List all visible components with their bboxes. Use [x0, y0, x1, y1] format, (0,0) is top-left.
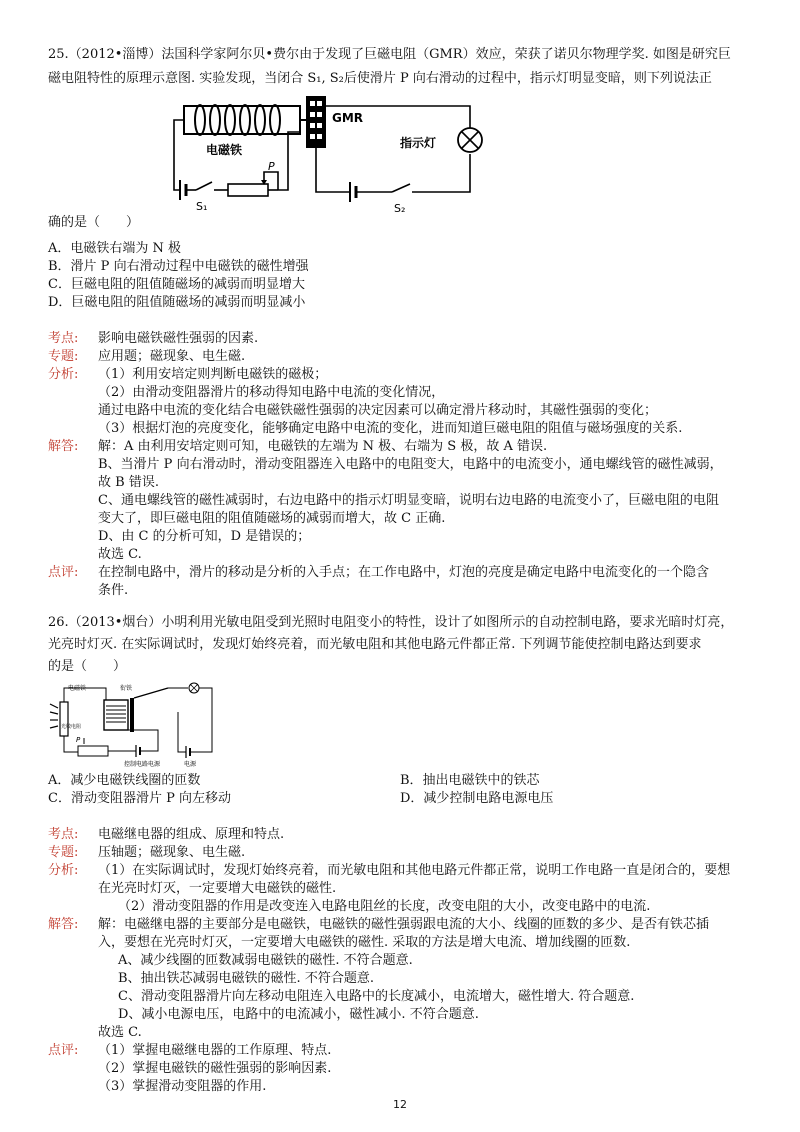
q26-jieda-label: 解答:: [48, 917, 79, 932]
q26-zhuanti-label: 专题:: [48, 845, 79, 860]
q26-jieda-line: C、滑动变阻器滑片向左移动电阻连入电路中的长度减小，电流增大，磁性增大. 符合题意.: [118, 989, 635, 1004]
q26-circuit-figure: [48, 682, 218, 768]
electromagnet-label-26: 电磁铁: [68, 685, 87, 692]
q25-jieda-line: D、由 C 的分析可知，D 是错误的；: [98, 529, 311, 544]
q26-fenxi-line: （1）在实际调试时，发现灯始终亮着，而光敏电阻和其他电路元件都正常，说明工作电路一直是闭合的，要想: [98, 863, 731, 878]
q25-zhuanti-label: 专题:: [48, 349, 79, 364]
q26-dianping-label: 点评:: [48, 1043, 79, 1058]
q26-dianping-line: （1）掌握电磁继电器的工作原理、特点.: [98, 1043, 332, 1058]
q25-kaodian: 影响电磁铁磁性强弱的因素.: [98, 331, 259, 346]
q25-jieda-label: 解答:: [48, 439, 79, 454]
light-sensor-label: 光敏电阻: [61, 724, 82, 730]
s2-label: S₂: [394, 202, 406, 215]
q25-dianping-line: 条件.: [98, 583, 129, 598]
q26-stem-line-2: 光亮时灯灭. 在实际调试时，发现灯始终亮着，而光敏电阻和其他电路元件都正常. 下列调节能使控制电路达到要求: [48, 637, 702, 652]
q26-jieda-line: D、减小电源电压，电路中的电流减小，磁性减小. 不符合题意.: [118, 1007, 479, 1022]
q26-fenxi-line: （2）滑动变阻器的作用是改变连入电路电阻丝的长度，改变电阻的大小，改变电路中的电流.: [118, 899, 651, 914]
q26-jieda-line: 故选 C.: [98, 1025, 142, 1040]
q26-jieda-line: A、减少线圈的匝数减弱电磁铁的磁性. 不符合题意.: [118, 953, 413, 968]
power-label: 电源: [184, 761, 197, 768]
q25-zhuanti: 应用题；磁现象、电生磁.: [98, 349, 246, 364]
q26-stem-line-3: 的是（ ）: [48, 659, 127, 674]
q26-jieda-line: B、抽出铁芯减弱电磁铁的磁性. 不符合题意.: [118, 971, 374, 986]
q25-jieda-line: 解：A 由利用安培定则可知，电磁铁的左端为 N 极、右端为 S 极，故 A 错误.: [98, 439, 548, 454]
q25-jieda-line: 故 B 错误.: [98, 475, 159, 490]
q25-stem-line-1: 25.（2012•淄博）法国科学家阿尔贝•费尔由于发现了巨磁电阻（GMR）效应，荣获了诺贝尔物理学奖. 如图是研究巨: [48, 47, 731, 62]
armature-label: 衔铁: [120, 685, 133, 692]
q25-fenxi-line: 通过电路中电流的变化结合电磁铁磁性强弱的决定因素可以确定滑片移动时，其磁性强弱的变化；: [98, 403, 658, 418]
q25-jieda-line: 变大了，即巨磁电阻的阻值随磁场的减弱而增大，故 C 正确.: [98, 511, 446, 526]
q25-jieda-line: C、通电螺线管的磁性减弱时，右边电路中的指示灯明显变暗，说明右边电路的电流变小了，巨磁电阻的电阻: [98, 493, 719, 508]
q26-jieda-line: 解：电磁继电器的主要部分是电磁铁，电磁铁的磁性强弱跟电流的大小、线圈的匝数的多少、是否有铁芯插: [98, 917, 710, 932]
q26-kaodian-label: 考点:: [48, 827, 79, 842]
q25-option-d: D．巨磁电阻的阻值随磁场的减弱而明显减小: [48, 295, 306, 310]
q25-fenxi-line: （3）根据灯泡的亮度变化，能够确定电路中电流的变化，进而知道巨磁电阻的阻值与磁场强度的关系.: [98, 421, 683, 436]
q26-stem-line-1: 26.（2013•烟台）小明利用光敏电阻受到光照时电阻变小的特性，设计了如图所示的自动控制电路，要求光暗时灯亮，: [48, 615, 734, 630]
q25-option-b: B．滑片 P 向右滑动过程中电磁铁的磁性增强: [48, 259, 309, 274]
q26-fenxi-line: 在光亮时灯灭，一定要增大电磁铁的磁性.: [98, 881, 337, 896]
q26-p-label: P: [76, 736, 81, 744]
q26-option-d: D．减少控制电路电源电压: [400, 791, 554, 806]
q26-option-b: B．抽出电磁铁中的铁芯: [400, 773, 540, 788]
page-number: 12: [393, 1098, 407, 1111]
q25-fenxi-line: （2）由滑动变阻器滑片的移动得知电路中电流的变化情况，: [98, 385, 445, 400]
q26-dianping-line: （2）掌握电磁铁的磁性强弱的影响因素.: [98, 1061, 332, 1076]
q26-zhuanti: 压轴题；磁现象、电生磁.: [98, 845, 246, 860]
q26-jieda-line: 入，要想在光亮时灯灭，一定要增大电磁铁的磁性. 采取的方法是增大电流、增加线圈的匝数.: [98, 935, 631, 950]
q26-fenxi-label: 分析:: [48, 863, 79, 878]
s1-label: S₁: [196, 200, 208, 213]
q25-circuit-figure: [170, 92, 500, 220]
q25-jieda-line: 故选 C.: [98, 547, 142, 562]
q25-option-c: C．巨磁电阻的阻值随磁场的减弱而明显增大: [48, 277, 305, 292]
q25-p-label: P: [268, 160, 275, 173]
lamp-label: 指示灯: [400, 136, 437, 150]
control-power-label: 控制电路电源: [124, 761, 161, 768]
q26-kaodian: 电磁继电器的组成、原理和特点.: [98, 827, 285, 842]
q25-kaodian-label: 考点:: [48, 331, 79, 346]
q26-option-a: A．减少电磁铁线圈的匝数: [48, 773, 201, 788]
q26-dianping-line: （3）掌握滑动变阻器的作用.: [98, 1079, 267, 1094]
q25-dianping-line: 在控制电路中，滑片的移动是分析的入手点；在工作电路中，灯泡的亮度是确定电路中电流变化的一个隐含: [98, 565, 710, 580]
q26-option-c: C．滑动变阻器滑片 P 向左移动: [48, 791, 231, 806]
q25-dianping-label: 点评:: [48, 565, 79, 580]
q25-stem-line-2: 磁电阻特性的原理示意图. 实验发现，当闭合 S₁, S₂后使滑片 P 向右滑动的过程中，指示灯明显变暗，则下列说法正: [48, 71, 712, 86]
q25-jieda-line: B、当滑片 P 向右滑动时，滑动变阻器连入电路中的电阻变大，电路中的电流变小，通电螺线管的磁性减弱，: [98, 457, 723, 472]
q25-fenxi-label: 分析:: [48, 367, 79, 382]
q25-stem-line-3: 确的是（ ）: [48, 215, 140, 230]
gmr-label: GMR: [332, 111, 364, 125]
electromagnet-label: 电磁铁: [206, 143, 243, 157]
q25-option-a: A．电磁铁右端为 N 极: [48, 241, 182, 256]
q25-fenxi-line: （1）利用安培定则判断电磁铁的磁极；: [98, 367, 328, 382]
